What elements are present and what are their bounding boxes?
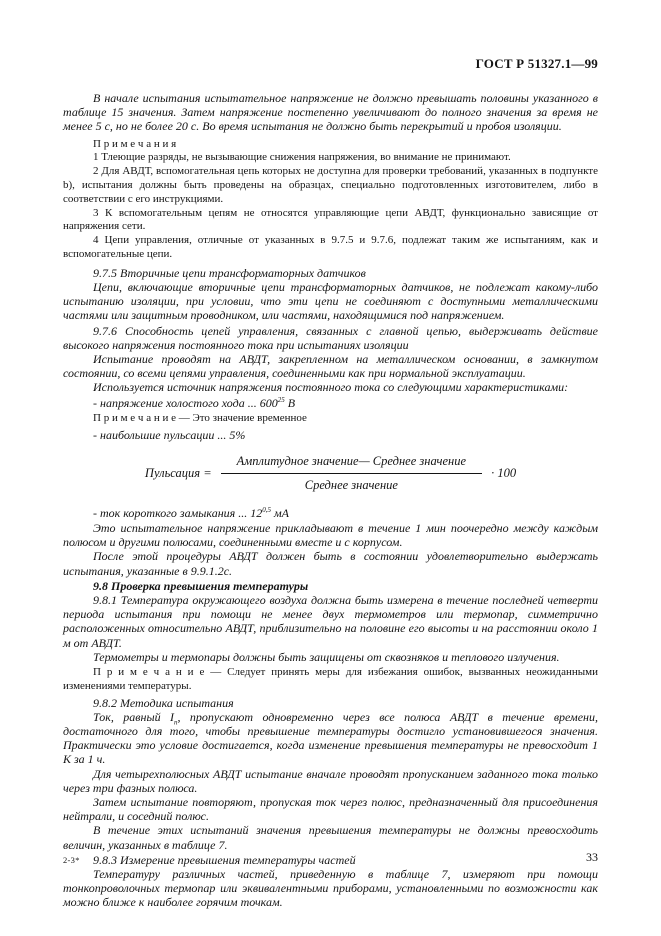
- note-item-4: 4 Цепи управления, отличные от указанных в 9.7.5 и 9.7.6, подлежат таким же испытаниям, как и вспомогательные цепи.: [63, 234, 598, 260]
- paragraph-9-8-2-a: [63, 710, 598, 767]
- current-subscript: n: [174, 718, 178, 727]
- page-content: [63, 56, 598, 910]
- note-item-1: 1 Тлеющие разряды, не вызывающие снижения напряжения, во внимание не принимают.: [93, 151, 511, 164]
- paragraph-9-8-2-d: В течение этих испытаний значения превышения температуры не должны превосходить величин, указанных в таблице 7.: [63, 823, 598, 852]
- paragraph-9-7-6-a: Испытание проводят на АВДТ, закрепленном на металлическом основании, в замкнутом состоянии, со всеми цепями управления, соединенными как при нормальной эксплуатации.: [63, 352, 598, 381]
- list-item-text: - напряжение холостого хода ... 600: [93, 395, 278, 410]
- section-heading-9-8: 9.8 Проверка превышения температуры: [93, 578, 309, 593]
- note-item-3: 3 К вспомогательным цепям не относятся управляющие цепи АВДТ, функционально зависящие от напряжения сети.: [63, 206, 598, 233]
- paragraph-9-7-6-b: Используется источник напряжения постоянного тока со следующими характеристиками:: [93, 380, 569, 395]
- note-item-2: 2 Для АВДТ, вспомогательная цепь которых не доступна для проверки требований, указанных в подпункте b), испытания должны быть проведены на образцах, специально подготовленных изготовителем, либо в соответствии с его инструкциями.: [63, 165, 598, 205]
- note-measures: П р и м е ч а н и е — Следует принять меры для избежания ошибок, вызванных неожиданными изменениями температуры.: [63, 666, 598, 692]
- paragraph-9-7-5: Цепи, включающие вторичные цепи трансформаторных датчиков, не подлежат какому-либо испытанию изоляции, при условии, что эти цепи не соединяют с доступными металлическими частями или защитным проводником, или частями, находящимися под напряжением.: [63, 279, 598, 323]
- paragraph-9-8-2-b: Для четырехполюсных АВДТ испытание вначале проводят пропусканием заданного тока только через три фазных полюса.: [63, 766, 598, 795]
- section-heading-9-8-2: 9.8.2 Методика испытания: [93, 695, 234, 710]
- list-item-pulsation: - наибольшие пульсации ... 5%: [93, 427, 246, 442]
- unit-label: мА: [271, 505, 289, 520]
- paragraph-text: Ток, равный I: [93, 709, 174, 724]
- page-header-title: ГОСТ Р 51327.1—99: [475, 56, 598, 71]
- formula-pulsation: [63, 454, 598, 493]
- paragraph-9-8-3: Температуру различных частей, приведенную в таблице 7, измеряют при помощи тонкопроволочных термопар или эквивалентными приборами, установленными по возможности как можно ближе к наиболее горячим точкам.: [63, 867, 598, 910]
- notes-title: П р и м е ч а н и я: [93, 137, 177, 150]
- list-item-open-circuit-voltage: [63, 396, 598, 410]
- formula-fraction: [221, 454, 482, 493]
- paragraph-text: , пропускают одновременно через все полюса АВДТ в течение времени, достаточного для того, чтобы превышение температуры достигло установившегося значения. Практически это условие достигается, когда изменение превышения температуры не превосходит 1 К за 1 ч.: [63, 709, 598, 767]
- paragraph-intro: В начале испытания испытательное напряжение не должно превышать половины указанного в таблице 15 значения. Затем напряжение постепенно увеличивают до полного значения за время не менее 5 с, но не более 20 с. Во время испытания не должно быть перекрытий и пробоя изоляции.: [63, 91, 598, 134]
- paragraph-9-7-6-d: После этой процедуры АВДТ должен быть в состоянии удовлетворительно выдержать испытания, указанные в 9.9.1.2с.: [63, 549, 598, 578]
- formula-factor: · 100: [491, 465, 517, 480]
- paragraph-9-8-1-b: Термометры и термопары должны быть защищены от сквозняков и теплового излучения.: [93, 649, 560, 664]
- page-number: 33: [586, 850, 598, 864]
- section-heading-9-7-5: 9.7.5 Вторичные цепи трансформаторных датчиков: [93, 265, 366, 280]
- section-heading-9-8-3: 9.8.3 Измерение превышения температуры частей: [93, 852, 356, 867]
- page-signature-mark: 2-3*: [63, 855, 80, 865]
- list-item-text: - ток короткого замыкания ... 12: [93, 505, 263, 520]
- paragraph-9-8-2-c: Затем испытание повторяют, пропуская ток через полюс, предназначенный для присоединения нейтрали, и соседний полюс.: [63, 795, 598, 824]
- paragraph-9-8-1: 9.8.1 Температура окружающего воздуха должна быть измерена в течение последней четверти периода испытания при помощи не менее двух термометров или термопар, симметрично расположенных относительно АВДТ, приблизительно на половине его высоты и на расстоянии около 1 м от АВДТ.: [63, 593, 598, 650]
- paragraph-9-7-6-c: Это испытательное напряжение прикладывают в течение 1 мин поочередно между каждым полюсом и другими полюсами, соединенными вместе и с корпусом.: [63, 521, 598, 550]
- tolerance-superscript: 0,5: [262, 505, 271, 514]
- unit-label: В: [284, 395, 296, 410]
- note-temporary-value: П р и м е ч а н и е — Это значение временное: [93, 411, 307, 424]
- formula-denominator: Среднее значение: [304, 477, 398, 492]
- list-item-short-circuit-current: [63, 506, 598, 520]
- section-heading-9-7-6: 9.7.6 Способность цепей управления, связанных с главной цепью, выдерживать действие высокого напряжения постоянного тока при испытаниях изоляции: [63, 323, 598, 352]
- formula-lhs: Пульсация =: [144, 465, 212, 480]
- formula-numerator: Амплитудное значение— Среднее значение: [221, 454, 482, 474]
- tolerance-superscript: 25: [277, 395, 285, 404]
